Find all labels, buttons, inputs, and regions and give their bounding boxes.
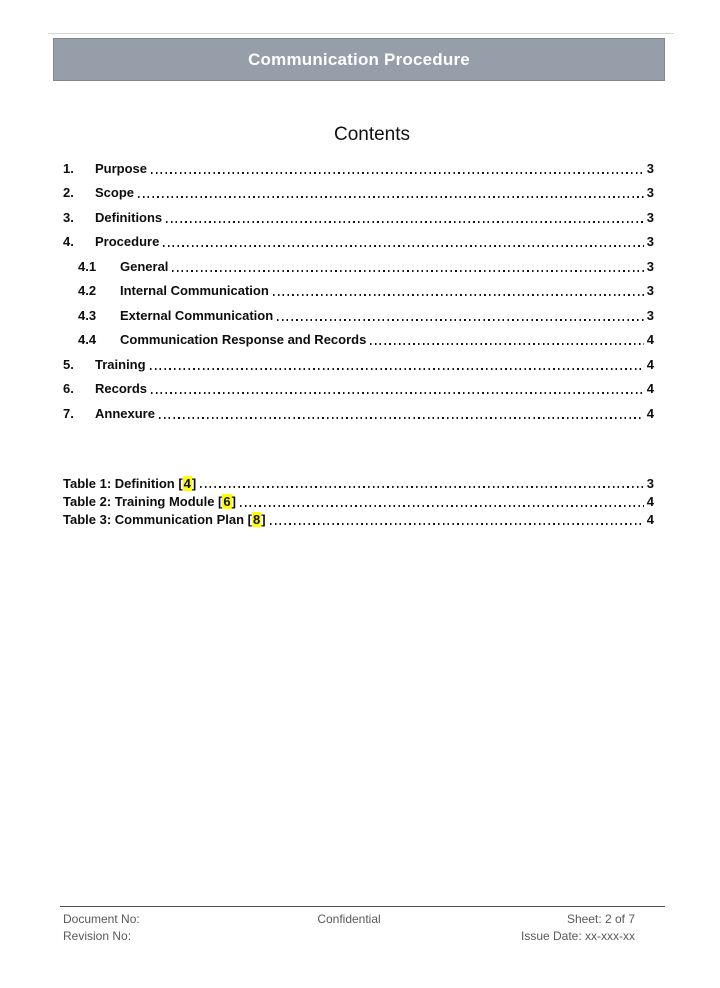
- toc-entry-purpose[interactable]: [63, 156, 654, 181]
- dot-leader: [138, 196, 644, 198]
- dot-leader: [159, 417, 644, 419]
- contents-heading: Contents: [333, 124, 411, 145]
- table-entry-label: Table 3: Communication Plan [8]: [63, 512, 266, 528]
- toc-entry-label: Internal Communication: [120, 283, 269, 299]
- table-entry-label: Table 1: Definition [4]: [63, 475, 197, 491]
- toc-entry-page: 3: [646, 209, 654, 225]
- confidential-label: Confidential: [317, 912, 381, 926]
- table-of-contents: [63, 156, 654, 426]
- highlighted-ref: 8: [253, 512, 261, 528]
- toc-entry-external-communication[interactable]: [63, 303, 654, 328]
- toc-entry-label: General: [120, 258, 169, 274]
- toc-entry-annexure[interactable]: [63, 401, 654, 426]
- toc-entry-number: 2.: [63, 185, 74, 201]
- dot-leader: [172, 270, 643, 272]
- revision-no-label: Revision No:: [63, 929, 132, 943]
- toc-entry-label: Annexure: [95, 405, 155, 421]
- toc-entry-training[interactable]: [63, 352, 654, 377]
- toc-entry-label: Purpose: [95, 160, 148, 176]
- toc-entry-number: 4.: [63, 234, 74, 250]
- toc-entry-number: 7.: [63, 405, 74, 421]
- toc-entry-definitions[interactable]: [63, 205, 654, 230]
- toc-entry-number: 6.: [63, 381, 74, 397]
- toc-entry-page: 3: [646, 283, 654, 299]
- table-entry-page: 4: [646, 493, 654, 509]
- toc-entry-label: External Communication: [120, 307, 274, 323]
- toc-entry-general[interactable]: [63, 254, 654, 279]
- footer-divider: [60, 906, 665, 907]
- toc-entry-label: Procedure: [95, 234, 160, 250]
- table-entry-page: 3: [646, 475, 654, 491]
- toc-entry-label: Communication Response and Records: [120, 332, 367, 348]
- toc-entry-label: Definitions: [95, 209, 163, 225]
- table-list-entry-training-module[interactable]: [63, 492, 654, 510]
- dot-leader: [270, 523, 644, 525]
- toc-entry-communication-response-records[interactable]: [63, 328, 654, 353]
- list-of-tables: [63, 474, 654, 529]
- table-list-entry-communication-plan[interactable]: [63, 511, 654, 529]
- toc-entry-number: 3.: [63, 209, 74, 225]
- dot-leader: [200, 486, 644, 488]
- footer-row-1: [60, 911, 665, 928]
- toc-entry-records[interactable]: [63, 377, 654, 402]
- toc-entry-number: 4.4: [78, 332, 97, 348]
- toc-entry-number: 5.: [63, 356, 74, 372]
- dot-leader: [151, 172, 644, 174]
- toc-entry-number: 4.3: [78, 307, 97, 323]
- toc-entry-page: 3: [646, 258, 654, 274]
- toc-entry-page: 3: [646, 185, 654, 201]
- highlighted-ref: 4: [183, 475, 191, 491]
- dot-leader: [370, 343, 643, 345]
- table-list-entry-definition[interactable]: [63, 474, 654, 492]
- document-no-label: Document No:: [63, 912, 140, 926]
- toc-entry-label: Training: [95, 356, 146, 372]
- toc-entry-number: 1.: [63, 160, 74, 176]
- toc-entry-label: Scope: [95, 185, 135, 201]
- header-divider: [48, 33, 674, 34]
- document-title-bar: [53, 38, 665, 81]
- toc-entry-scope[interactable]: [63, 181, 654, 206]
- toc-entry-number: 4.2: [78, 283, 97, 299]
- page-footer: [60, 906, 665, 945]
- footer-spacer: [254, 928, 445, 945]
- toc-entry-page: 3: [646, 160, 654, 176]
- toc-entry-page: 4: [646, 381, 654, 397]
- dot-leader: [277, 319, 644, 321]
- dot-leader: [150, 368, 644, 370]
- table-entry-label: Table 2: Training Module [6]: [63, 493, 236, 509]
- footer-row-2: [60, 928, 665, 945]
- toc-entry-number: 4.1: [78, 258, 97, 274]
- dot-leader: [240, 505, 644, 507]
- dot-leader: [166, 221, 644, 223]
- sheet-number: Sheet: 2 of 7: [566, 912, 636, 926]
- document-title: Communication Procedure: [248, 49, 470, 69]
- dot-leader: [163, 245, 643, 247]
- issue-date: Issue Date: xx-xxx-xx: [520, 929, 636, 943]
- toc-entry-internal-communication[interactable]: [63, 279, 654, 304]
- toc-entry-page: 4: [646, 332, 654, 348]
- toc-entry-page: 4: [646, 356, 654, 372]
- table-entry-page: 4: [646, 512, 654, 528]
- toc-entry-procedure[interactable]: [63, 230, 654, 255]
- dot-leader: [151, 392, 644, 394]
- toc-entry-page: 3: [646, 307, 654, 323]
- toc-entry-page: 4: [646, 405, 654, 421]
- highlighted-ref: 6: [223, 493, 231, 509]
- dot-leader: [273, 294, 644, 296]
- toc-entry-label: Records: [95, 381, 148, 397]
- toc-entry-page: 3: [646, 234, 654, 250]
